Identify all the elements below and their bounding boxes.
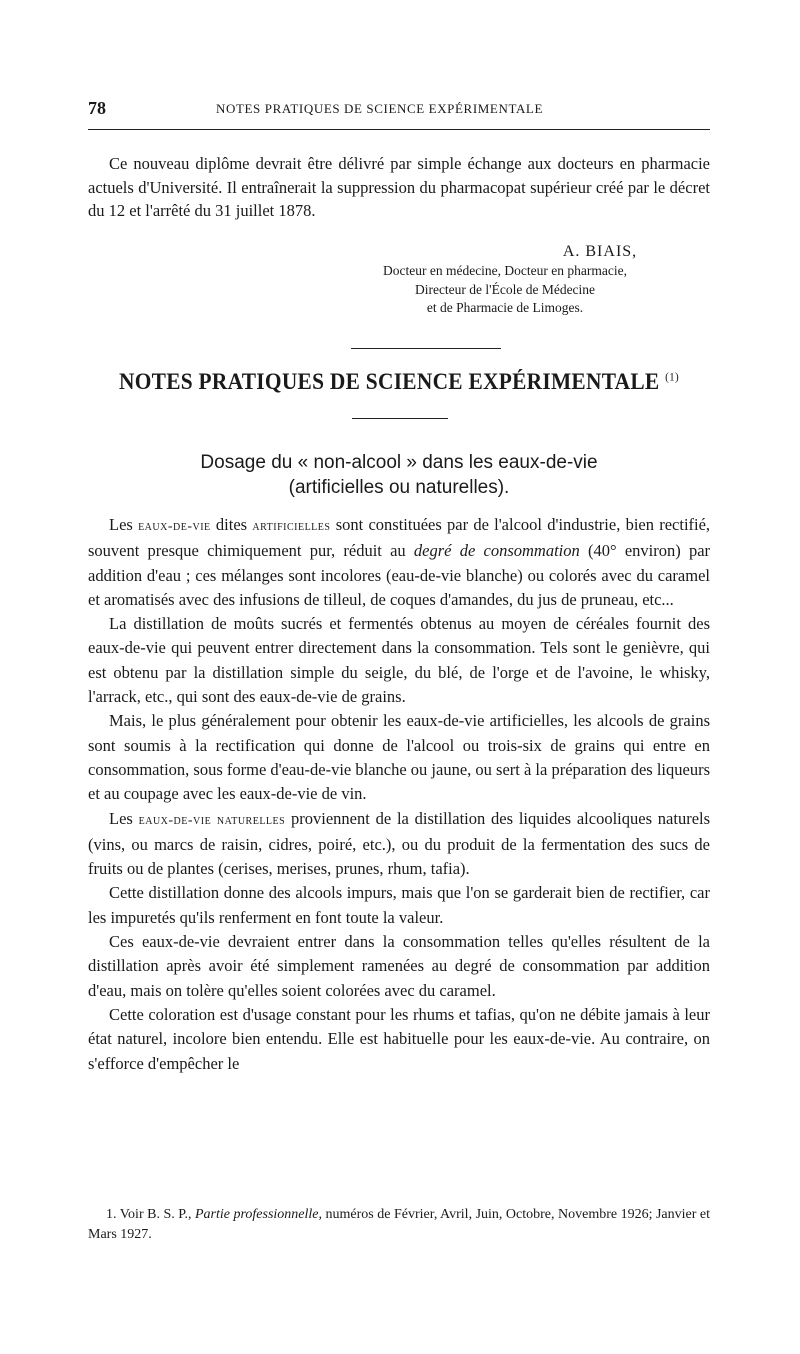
author-title-2: Directeur de l'École de Médecine: [414, 281, 596, 297]
text-span: dites: [215, 515, 248, 534]
footnote-number: 1.: [106, 1207, 117, 1222]
header-rule: [88, 129, 710, 130]
section-title-text: NOTES PRATIQUES DE SCIENCE EXPÉRIMENTALE: [119, 369, 660, 394]
section-title: [110, 369, 688, 395]
term-artificielles: artificielles: [252, 519, 331, 534]
text-span: Les: [109, 808, 133, 828]
running-title: NOTES PRATIQUES DE SCIENCE EXPÉRIMENTALE: [216, 101, 544, 116]
page-header: [88, 98, 710, 120]
article-body: [88, 513, 710, 1076]
publication-title: Partie professionnelle,: [194, 1207, 323, 1222]
separator-rule: [351, 348, 501, 349]
text-span: Les: [109, 515, 133, 534]
body-paragraph-7: Cette coloration est d'usage constant pour les rhums et tafias, qu'on ne débite jamais à leur état naturel, incolore bien entendu. Elle est habituelle pour les eaux-de-vie. Au contraire, on s'efforce d'empêcher le: [88, 1004, 710, 1073]
body-paragraph-4: [88, 807, 710, 882]
body-paragraph-1: [88, 513, 710, 612]
body-paragraph-6: Ces eaux-de-vie devraient entrer dans la consommation telles qu'elles résultent de la distillation après avoir été simplement ramenées au degré de consommation par addition d'eau, mais on tolère qu'elles soient colorées avec du caramel.: [88, 932, 710, 1000]
signature-block: [300, 242, 710, 318]
text-span: proviennent de la distillation des liquides alcooliques naturels (vins, ou marcs de raisin, cidres, poiré, etc.), ou du produit de la fermentation des sucs de fruits ou de plantes (cerises, merises, prunes, rhum, tafia).: [88, 808, 711, 879]
author-title-1: Docteur en médecine, Docteur en pharmacie,: [382, 263, 627, 278]
body-paragraph-2: La distillation de moûts sucrés et fermentés obtenus au moyen de céréales fournit des eaux-de-vie qui peuvent entrer directement dans la consommation. Tels sont le genièvre, qui est obtenu par la distillation simple du seigle, du blé, de l'orge et de l'avoine, le whisky, l'arrack, etc., qui sont des eaux-de-vie de grains.: [88, 614, 710, 707]
article-subtitle: [88, 450, 710, 500]
body-paragraph-3: Mais, le plus généralement pour obtenir les eaux-de-vie artificielles, les alcools de grains sont soumis à la rectification qui donne de l'alcool ou trois-six de grains qui entre en consommation, sous forme d'eau-de-vie blanche ou jaune, ou sert à la préparation des liqueurs et au coupage avec les eaux-de-vie de vin.: [88, 711, 710, 804]
intro-paragraph: Ce nouveau diplôme devrait être délivré par simple échange aux docteurs en pharmacie actuels d'Université. Il entraînerait la suppression du pharmacopat supérieur créé par le décret du 12 et l'arrêté du 31 juillet 1878.: [88, 154, 710, 220]
subtitle-line-1: Dosage du « non-alcool » dans les eaux-de-vie: [200, 452, 598, 473]
term-eaux-de-vie-naturelles: eaux-de-vie naturelles: [138, 812, 286, 828]
intro-text: [88, 152, 710, 223]
footnote: [88, 1205, 710, 1245]
term-degre-de-consommation: degré de consommation: [413, 541, 580, 561]
text-span: Voir B. S. P.,: [119, 1207, 192, 1222]
footnote-text: [88, 1205, 710, 1245]
text-span: (40° environ) par addition d'eau ; ces mélanges sont incolores (eau-de-vie blanche) ou colorés avec du caramel et aromatisés avec des infusions de tilleul, de coques d'amandes, du jus de pruneau, etc...: [88, 541, 711, 609]
subtitle-line-2: (artificielles ou naturelles).: [288, 477, 510, 498]
term-eaux-de-vie: eaux-de-vie: [138, 519, 211, 534]
footnote-reference: (1): [665, 369, 679, 384]
author-title-3: et de Pharmacie de Limoges.: [426, 300, 584, 315]
page-number: 78: [88, 98, 106, 118]
text-span: numéros de Février, Avril, Juin, Octobre, Novembre 1926; Janvier et Mars 1927.: [88, 1207, 711, 1242]
author-name: A. BIAIS,: [562, 243, 638, 260]
text-span: sont constituées par de l'alcool d'industrie, bien rectifié, souvent presque chimiquement pur, réduit au: [88, 515, 711, 561]
body-paragraph-5: Cette distillation donne des alcools impurs, mais que l'on se garderait bien de rectifier, car les impuretés qu'ils renferment en font toute la valeur.: [88, 883, 710, 927]
title-rule: [352, 418, 448, 419]
